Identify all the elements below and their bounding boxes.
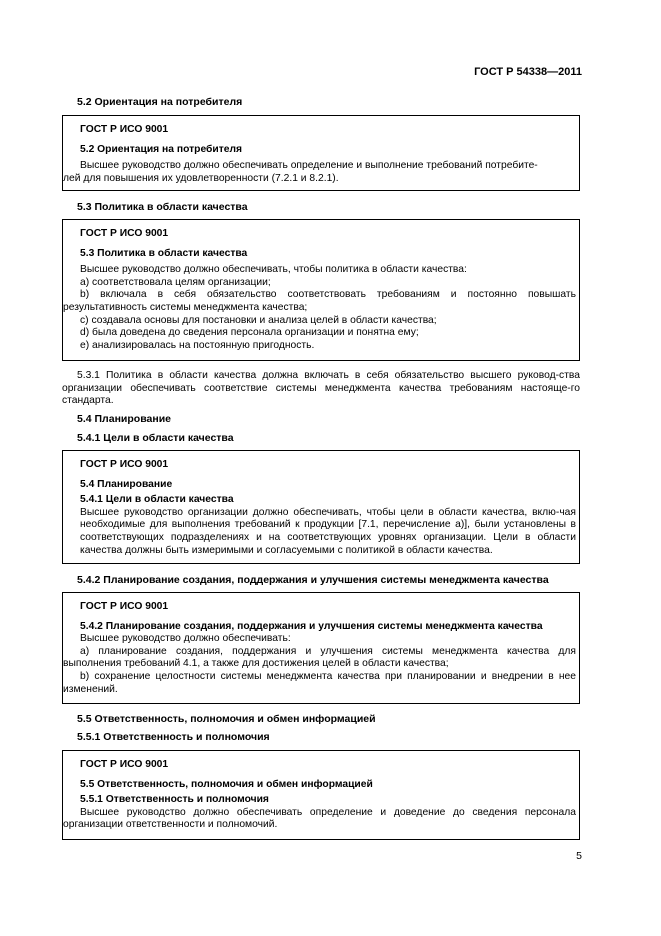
- page-number: 5: [576, 850, 582, 862]
- quote-box-5-3: [62, 219, 580, 361]
- box-text: [63, 507, 576, 557]
- box-intro: Высшее руководство должно обеспечивать:: [80, 633, 291, 645]
- standard-reference: ГОСТ Р ИСО 9001: [80, 759, 169, 770]
- box-text-line: лей для повышения их удовлетворенности (7.2.1 и 8.2.1).: [63, 172, 339, 184]
- section-heading-5-4: 5.4 Планирование: [77, 413, 171, 425]
- standard-reference: ГОСТ Р ИСО 9001: [80, 459, 169, 470]
- document-id-header: ГОСТ Р 54338—2011: [474, 66, 582, 78]
- section-heading-5-5: 5.5 Ответственность, полномочия и обмен информацией: [77, 713, 376, 725]
- list-item-d: d) была доведена до сведения персонала организации и понятна ему;: [80, 327, 419, 339]
- box-heading: 5.5 Ответственность, полномочия и обмен информацией: [80, 778, 373, 790]
- standard-reference: ГОСТ Р ИСО 9001: [80, 228, 169, 239]
- quote-box-5-2: [62, 115, 580, 191]
- box-intro: Высшее руководство должно обеспечивать, чтобы политика в области качества:: [80, 264, 467, 276]
- box-subheading: 5.4.1 Цели в области качества: [80, 494, 234, 506]
- section-heading-5-3: 5.3 Политика в области качества: [77, 201, 248, 213]
- list-item-b-cont: результативность системы менеджмента качества;: [63, 301, 308, 313]
- box-heading: 5.4.2 Планирование создания, поддержания и улучшения системы менеджмента качества: [80, 620, 543, 632]
- quote-box-5-4-1: [62, 450, 580, 564]
- box-text-line: Высшее руководство должно обеспечивать определение и выполнение требований потребите-: [80, 160, 538, 172]
- quote-box-5-4-2: [62, 592, 580, 704]
- list-item-a: а) планирование создания, поддержания и улучшения системы менеджмента качества для выполнения требований 4.1, а также для достижения целей в области качества;: [63, 645, 576, 670]
- section-heading-5-4-1: 5.4.1 Цели в области качества: [77, 432, 234, 444]
- quote-box-5-5-1: [62, 750, 580, 840]
- box-heading: 5.4 Планирование: [80, 478, 173, 490]
- standard-reference: ГОСТ Р ИСО 9001: [80, 601, 169, 612]
- list-item-b: b) сохранение целостности системы менеджмента качества при планировании и внедрении в нее изменений.: [63, 670, 576, 695]
- standard-reference: ГОСТ Р ИСО 9001: [80, 124, 169, 135]
- section-heading-5-2: 5.2 Ориентация на потребителя: [77, 96, 243, 108]
- box-text-content: Высшее руководство организации должно обеспечивать, чтобы цели в области качества, вклю-чая необходимые для выполнения требований к продукции [7.1, перечисление а)], были установлены в соответствующих подразделениях и на соответствующих уровнях организации. Цели в области качества должны быть измеримыми и согласуемыми с политикой в области качества.: [80, 506, 576, 556]
- box-text: Высшее руководство должно обеспечивать определение и доведение до сведения персонала организации ответственности и полномочий.: [63, 806, 576, 831]
- list-item-b: b) включала в себя обязательство соответствовать требованиям и постоянно повышать: [80, 289, 576, 301]
- paragraph-5-3-1: 5.3.1 Политика в области качества должна включать в себя обязательство высшего руковод-ства организации обеспечивать соответствие системы менеджмента качества требованиям настояще-го стандарта.: [62, 370, 580, 407]
- list-item-c: c) создавала основы для постановки и анализа целей в области качества;: [80, 314, 437, 326]
- list-item-e: e) анализировалась на постоянную пригодность.: [80, 339, 315, 351]
- box-subheading: 5.5.1 Ответственность и полномочия: [80, 794, 269, 806]
- box-heading: 5.3 Политика в области качества: [80, 247, 248, 259]
- section-heading-5-4-2: 5.4.2 Планирование создания, поддержания и улучшения системы менеджмента качества: [77, 574, 549, 586]
- list-item-a: а) соответствовала целям организации;: [80, 276, 271, 288]
- box-heading: 5.2 Ориентация на потребителя: [80, 143, 243, 155]
- section-heading-5-5-1: 5.5.1 Ответственность и полномочия: [77, 731, 270, 743]
